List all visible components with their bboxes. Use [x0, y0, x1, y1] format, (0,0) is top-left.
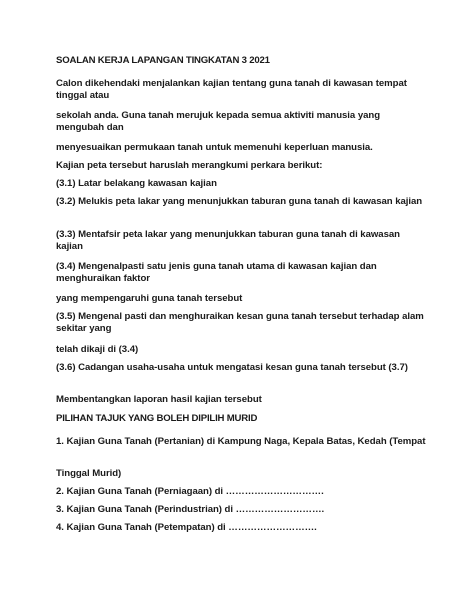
- option-3: 3. Kajian Guna Tanah (Perindustrian) di ……………………….: [56, 504, 325, 515]
- item-3-4-continued: yang mempengaruhi guna tanah tersebut: [56, 293, 243, 304]
- paragraph-intro-3: menyesuaikan permukaan tanah untuk memenuhi keperluan manusia.: [56, 142, 373, 153]
- paragraph-scope: Kajian peta tersebut haruslah merangkumi perkara berikut:: [56, 160, 323, 171]
- paragraph-intro-2: sekolah anda. Guna tanah merujuk kepada semua aktiviti manusia yang mengubah dan: [56, 110, 381, 134]
- option-4: 4. Kajian Guna Tanah (Petempatan) di ……………………….: [56, 522, 317, 533]
- item-3-3: (3.3) Mentafsir peta lakar yang menunjukkan taburan guna tanah di kawasan kajian: [56, 229, 400, 253]
- paragraph-report: Membentangkan laporan hasil kajian tersebut: [56, 394, 262, 405]
- option-1: 1. Kajian Guna Tanah (Pertanian) di Kampung Naga, Kepala Batas, Kedah (Tempat: [56, 436, 426, 447]
- item-3-2: (3.2) Melukis peta lakar yang menunjukkan taburan guna tanah di kawasan kajian: [56, 196, 423, 207]
- options-heading: PILIHAN TAJUK YANG BOLEH DIPILIH MURID: [56, 413, 258, 424]
- item-3-5: (3.5) Mengenal pasti dan menghuraikan kesan guna tanah tersebut terhadap alam sekitar yang: [56, 311, 424, 335]
- item-3-1: (3.1) Latar belakang kawasan kajian: [56, 178, 217, 189]
- document-title: SOALAN KERJA LAPANGAN TINGKATAN 3 2021: [56, 55, 270, 66]
- option-2: 2. Kajian Guna Tanah (Perniagaan) di ………………………….: [56, 486, 324, 497]
- option-1-continued: Tinggal Murid): [56, 468, 122, 479]
- item-3-4: (3.4) Mengenalpasti satu jenis guna tanah utama di kawasan kajian dan menghuraikan faktor: [56, 261, 377, 285]
- item-3-6: (3.6) Cadangan usaha-usaha untuk mengatasi kesan guna tanah tersebut (3.7): [56, 362, 408, 373]
- item-3-5-continued: telah dikaji di (3.4): [56, 344, 139, 355]
- paragraph-intro-1: Calon dikehendaki menjalankan kajian tentang guna tanah di kawasan tempat tinggal atau: [56, 78, 407, 102]
